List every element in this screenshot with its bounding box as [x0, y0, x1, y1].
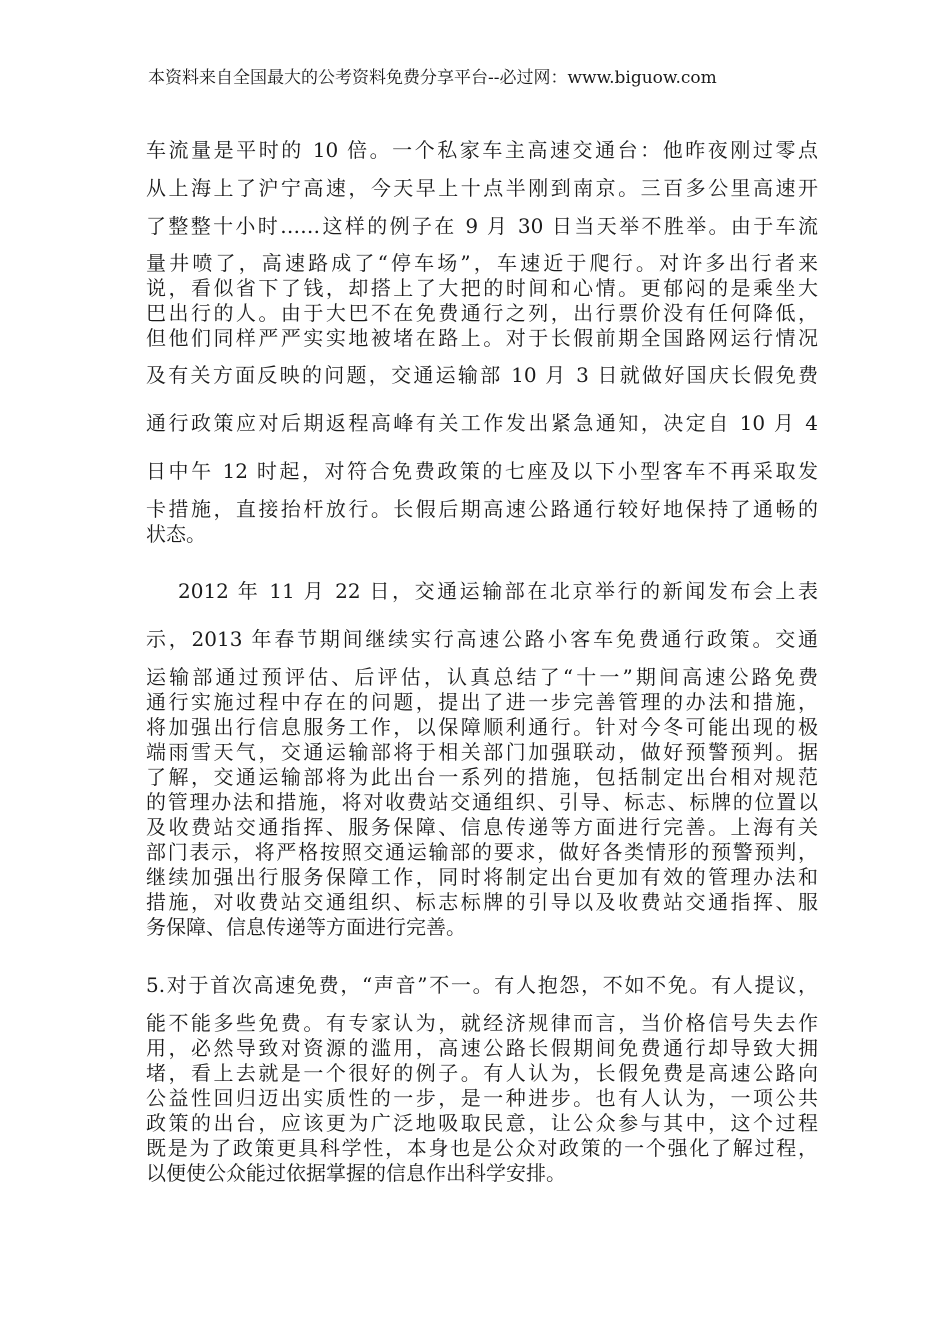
paragraph-first-line: 2012 年 11 月 22 日，交通运输部在北京举行的新闻发布会上表	[178, 579, 818, 603]
body-line: 既是为了政策更具科学性，本身也是公众对政策的一个强化了解过程，	[146, 1136, 818, 1160]
body-line: 务保障、信息传递等方面进行完善。	[146, 915, 466, 939]
body-line: 继续加强出行服务保障工作，同时将制定出台更加有效的管理办法和	[146, 865, 818, 889]
body-line: 端雨雪天气，交通运输部将于相关部门加强联动，做好预警预判。据	[146, 740, 818, 764]
body-line: 但他们同样严严实实地被堵在路上。对于长假前期全国路网运行情况	[146, 326, 818, 350]
body-line: 的管理办法和措施，将对收费站交通组织、引导、标志、标牌的位置以	[146, 790, 818, 814]
body-line: 堵，看上去就是一个很好的例子。有人认为，长假免费是高速公路向	[146, 1061, 818, 1085]
body-line: 将加强出行信息服务工作，以保障顺利通行。针对今冬可能出现的极	[146, 715, 818, 739]
body-line: 量井喷了，高速路成了“停车场”，车速近于爬行。对许多出行者来	[146, 251, 818, 275]
body-line: 了解，交通运输部将为此出台一系列的措施，包括制定出台相对规范	[146, 765, 818, 789]
body-line: 政策的出台，应该更为广泛地吸取民意，让公众参与其中，这个过程	[146, 1111, 818, 1135]
body-line: 能不能多些免费。有专家认为，就经济规律而言，当价格信号失去作	[146, 1011, 818, 1035]
body-line: 公益性回归迈出实质性的一步，是一种进步。也有人认为，一项公共	[146, 1086, 818, 1110]
paragraph-first-line: 5.对于首次高速免费，“声音”不一。有人抱怨，不如不免。有人提议，	[146, 973, 818, 997]
body-line: 及有关方面反映的问题，交通运输部 10 月 3 日就做好国庆长假免费	[146, 363, 818, 387]
body-line: 巴出行的人。由于大巴不在免费通行之列，出行票价没有任何降低，	[146, 301, 818, 325]
body-line: 从上海上了沪宁高速，今天早上十点半刚到南京。三百多公里高速开	[146, 176, 818, 200]
body-line: 部门表示，将严格按照交通运输部的要求，做好各类情形的预警预判，	[146, 840, 818, 864]
body-line: 车流量是平时的 10 倍。一个私家车主高速交通台：他昨夜刚过零点	[146, 138, 818, 162]
body-line: 通行政策应对后期返程高峰有关工作发出紧急通知，决定自 10 月 4	[146, 411, 818, 435]
body-line: 示，2013 年春节期间继续实行高速公路小客车免费通行政策。交通	[146, 627, 818, 651]
page-header-source-note: 本资料来自全国最大的公考资料免费分享平台--必过网：www.biguow.com	[148, 68, 717, 88]
body-line: 卡措施，直接抬杆放行。长假后期高速公路通行较好地保持了通畅的	[146, 497, 818, 521]
body-line: 以便使公众能过依据掌握的信息作出科学安排。	[146, 1161, 566, 1185]
body-line: 及收费站交通指挥、服务保障、信息传递等方面进行完善。上海有关	[146, 815, 818, 839]
body-line: 日中午 12 时起，对符合免费政策的七座及以下小型客车不再采取发	[146, 459, 818, 483]
body-line: 运输部通过预评估、后评估，认真总结了“十一”期间高速公路免费	[146, 665, 818, 689]
body-line: 状态。	[146, 522, 206, 546]
body-line: 用，必然导致对资源的滥用，高速公路长假期间免费通行却导致大拥	[146, 1036, 818, 1060]
body-line: 说，看似省下了钱，却搭上了大把的时间和心情。更郁闷的是乘坐大	[146, 276, 818, 300]
body-line: 了整整十小时……这样的例子在 9 月 30 日当天举不胜举。由于车流	[146, 214, 818, 238]
body-line: 措施，对收费站交通组织、标志标牌的引导以及收费站交通指挥、服	[146, 890, 818, 914]
body-line: 通行实施过程中存在的问题，提出了进一步完善管理的办法和措施，	[146, 690, 818, 714]
